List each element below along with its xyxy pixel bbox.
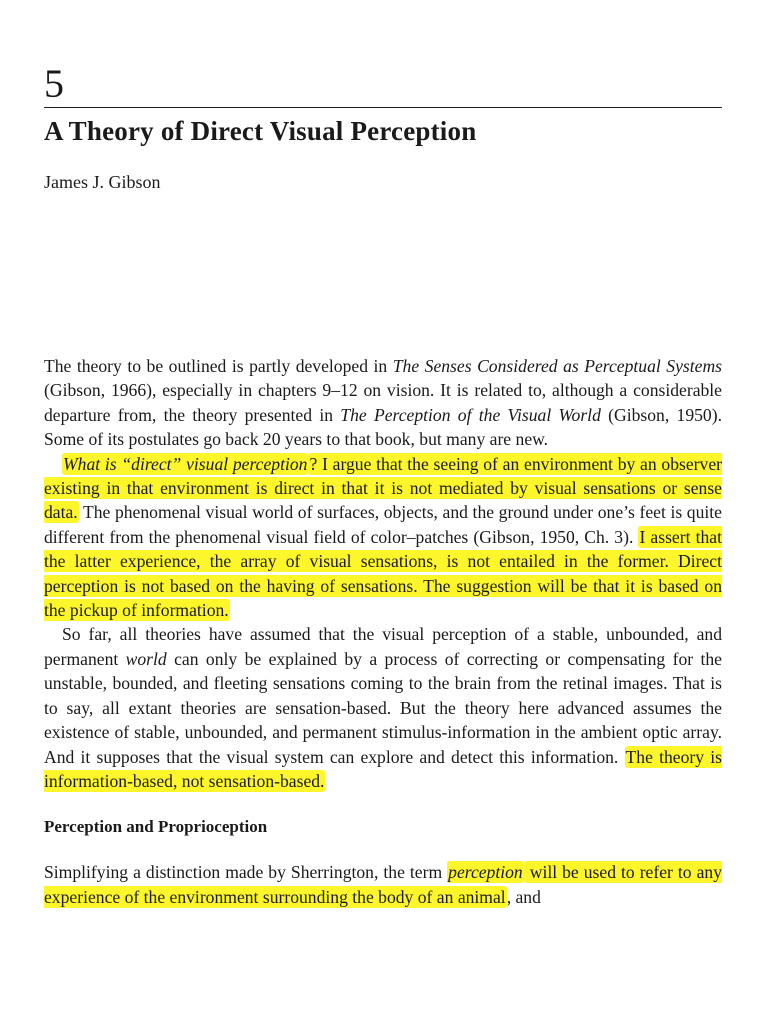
text-run: Simplifying a distinction made by Sherrington, the term bbox=[44, 862, 448, 883]
chapter-title: A Theory of Direct Visual Perception bbox=[44, 116, 477, 146]
book-title: The Perception of the Visual World bbox=[340, 404, 601, 425]
title-rule bbox=[44, 107, 722, 108]
paragraph-theories bbox=[44, 622, 722, 793]
text-run: (Gibson, 1966), especially in chapters 9–12 on vision. It is related to, although a considerable departure from, the theory presented in bbox=[44, 380, 722, 425]
paragraph-intro bbox=[44, 354, 722, 452]
text-run: can only be explained by a process of correcting or compensating for the unstable, bounded, and fleeting sensations coming to the brain from the retinal images. That is to say, all extant theories are sensation-based. But the theory here advanced assumes the existence of stable, unbounded, and permanent stimulus-information in the ambient optic array. And it supposes that the visual system can explore and detect this information. bbox=[44, 648, 722, 767]
highlighted-text: I assert that the latter experience, the array of visual sensations, is not entailed in the former. Direct perception is not based on the having of sensations. The suggestion will be that it is based on the pickup of information. bbox=[44, 526, 722, 621]
text-run: , and bbox=[506, 886, 541, 907]
paragraph-direct-perception bbox=[44, 452, 722, 623]
body-text bbox=[44, 354, 722, 909]
highlighted-text: perception bbox=[448, 862, 523, 883]
author-name: James J. Gibson bbox=[44, 172, 161, 192]
section-heading: Perception and Proprioception bbox=[44, 817, 268, 837]
highlighted-text: ? I argue that the seeing of an environment by an observer existing in that environment is direct in that it is not mediated by visual sensations or sense data. bbox=[44, 453, 722, 523]
highlighted-text: What is “direct” visual perception bbox=[63, 453, 308, 474]
book-title: The Senses Considered as Perceptual Systems bbox=[392, 356, 722, 376]
emphasis-text: world bbox=[125, 648, 167, 669]
chapter-number: 5 bbox=[44, 61, 64, 106]
highlighted-text: will be used to refer to any experience of the environment surrounding the body of an animal bbox=[44, 862, 722, 907]
text-run: (Gibson, 1950). Some of its postulates go back 20 years to that book, but many are new. bbox=[44, 404, 722, 450]
text-run: The phenomenal visual world of surfaces, objects, and the ground under one’s feet is quite different from the phenomenal visual field of color–patches (Gibson, 1950, Ch. 3). bbox=[44, 502, 722, 547]
highlighted-text: The theory is information-based, not sensation-based. bbox=[44, 746, 722, 791]
paragraph-perception-term bbox=[44, 860, 722, 909]
text-run: So far, all theories have assumed that the visual perception of a stable, unbounded, and permanent bbox=[44, 624, 722, 669]
text-run: The theory to be outlined is partly developed in bbox=[44, 356, 393, 376]
